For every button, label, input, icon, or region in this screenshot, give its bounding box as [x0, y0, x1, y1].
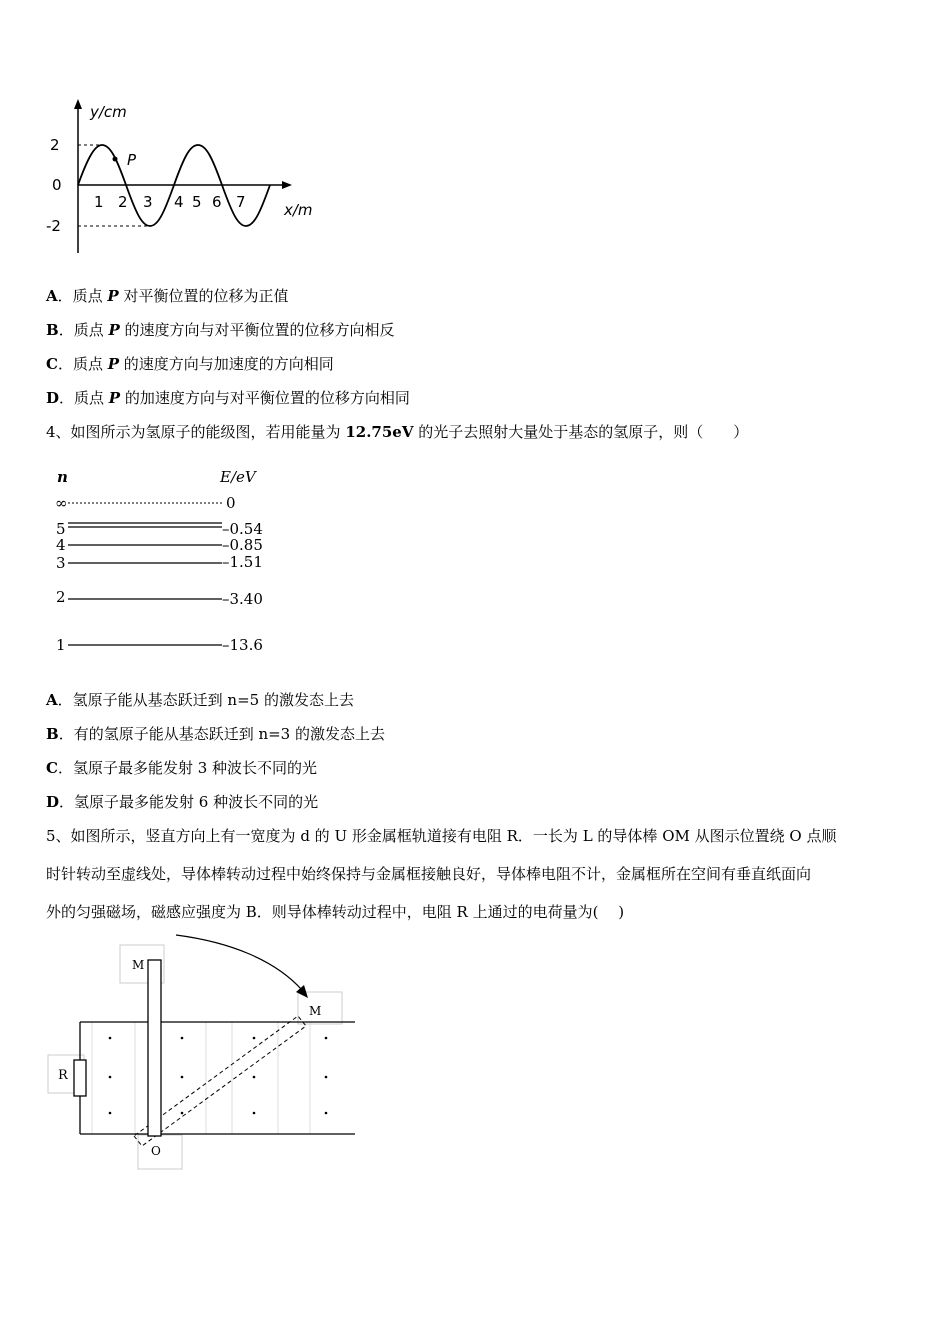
x-tick-6: 6	[212, 193, 222, 211]
level-n-2: 2	[56, 588, 66, 606]
level-n-5: 5	[56, 520, 66, 538]
x-axis-arrow	[282, 181, 292, 189]
level-e-2: –3.40	[222, 590, 263, 608]
level-n-4: 4	[56, 536, 66, 554]
resistor-label: R	[58, 1068, 68, 1083]
q4-option-c: C．氢原子最多能发射 3 种波长不同的光	[46, 759, 318, 777]
x-tick-1: 1	[94, 193, 104, 211]
wave-graph	[40, 95, 330, 260]
x-tick-2: 2	[118, 193, 128, 211]
x-axis-label: x/m	[284, 201, 313, 219]
x-tick-7: 7	[236, 193, 246, 211]
field-dot	[253, 1076, 256, 1079]
level-e-3: –1.51	[222, 553, 263, 571]
point-p-dot	[113, 157, 118, 162]
field-dot	[181, 1037, 184, 1040]
x-tick-4: 4	[174, 193, 184, 211]
q5-stem-line-3: 外的匀强磁场，磁感应强度为 B．则导体棒转动过程中，电阻 R 上通过的电荷量为( )	[46, 903, 625, 921]
u-frame-diagram	[40, 930, 370, 1175]
label-o: O	[151, 1144, 161, 1158]
magnetic-field-dots	[109, 1037, 328, 1115]
y-axis-arrow	[74, 99, 82, 109]
field-dot	[109, 1076, 112, 1079]
field-dot	[325, 1112, 328, 1115]
point-p-label: P	[127, 151, 137, 169]
field-dot	[109, 1037, 112, 1040]
field-dot	[181, 1076, 184, 1079]
q3-option-b: B．质点 P 的速度方向与对平衡位置的位移方向相反	[46, 321, 395, 339]
y-axis-label: y/cm	[90, 103, 127, 121]
field-dot	[325, 1076, 328, 1079]
level-e-4: –0.85	[222, 536, 263, 554]
q4-option-d: D．氢原子最多能发射 6 种波长不同的光	[46, 793, 319, 811]
y-tick-0: 0	[52, 176, 62, 194]
rotation-arrow	[176, 935, 302, 990]
q5-stem-line-2: 时针转动至虚线处，导体棒转动过程中始终保持与金属框接触良好，导体棒电阻不计，金属框所在空间有垂直纸面向	[46, 865, 812, 883]
field-dot	[325, 1037, 328, 1040]
energy-level-diagram	[50, 462, 280, 662]
label-m-top: M	[132, 958, 145, 972]
q3-option-a: A．质点 P 对平衡位置的位移为正值	[46, 287, 289, 305]
y-tick-neg2: -2	[46, 217, 61, 235]
q3-option-c: C．质点 P 的速度方向与加速度的方向相同	[46, 355, 334, 373]
field-dot	[181, 1112, 184, 1115]
level-e-1: –13.6	[222, 636, 263, 654]
q4-option-b: B．有的氢原子能从基态跃迁到 n=3 的激发态上去	[46, 725, 385, 743]
q4-option-a: A．氢原子能从基态跃迁到 n=5 的激发态上去	[46, 691, 354, 709]
x-tick-3: 3	[143, 193, 153, 211]
level-n-3: 3	[56, 554, 66, 572]
resistor	[74, 1060, 86, 1096]
e-label: E/eV	[220, 468, 256, 486]
q3-option-d: D．质点 P 的加速度方向与对平衡位置的位移方向相同	[46, 389, 410, 407]
field-dot	[253, 1037, 256, 1040]
field-dot	[109, 1112, 112, 1115]
n-label: n	[57, 468, 68, 486]
label-m-end: M	[309, 1004, 322, 1018]
y-tick-2: 2	[50, 136, 60, 154]
field-dot	[253, 1112, 256, 1115]
x-tick-5: 5	[192, 193, 202, 211]
level-e-5: –0.54	[222, 520, 263, 538]
conducting-rod-om	[148, 960, 161, 1136]
level-n-1: 1	[56, 636, 66, 654]
level-n-infinity: ∞	[55, 494, 68, 512]
q4-stem: 4、如图所示为氢原子的能级图，若用能量为 12.75eV 的光子去照射大量处于基态的氢原子，则（ ）	[46, 423, 749, 441]
q5-stem-line-1: 5、如图所示，竖直方向上有一宽度为 d 的 U 形金属框轨道接有电阻 R．一长为 L 的导体棒 OM 从图示位置绕 O 点顺	[46, 827, 837, 845]
level-e-infinity: 0	[226, 494, 236, 512]
